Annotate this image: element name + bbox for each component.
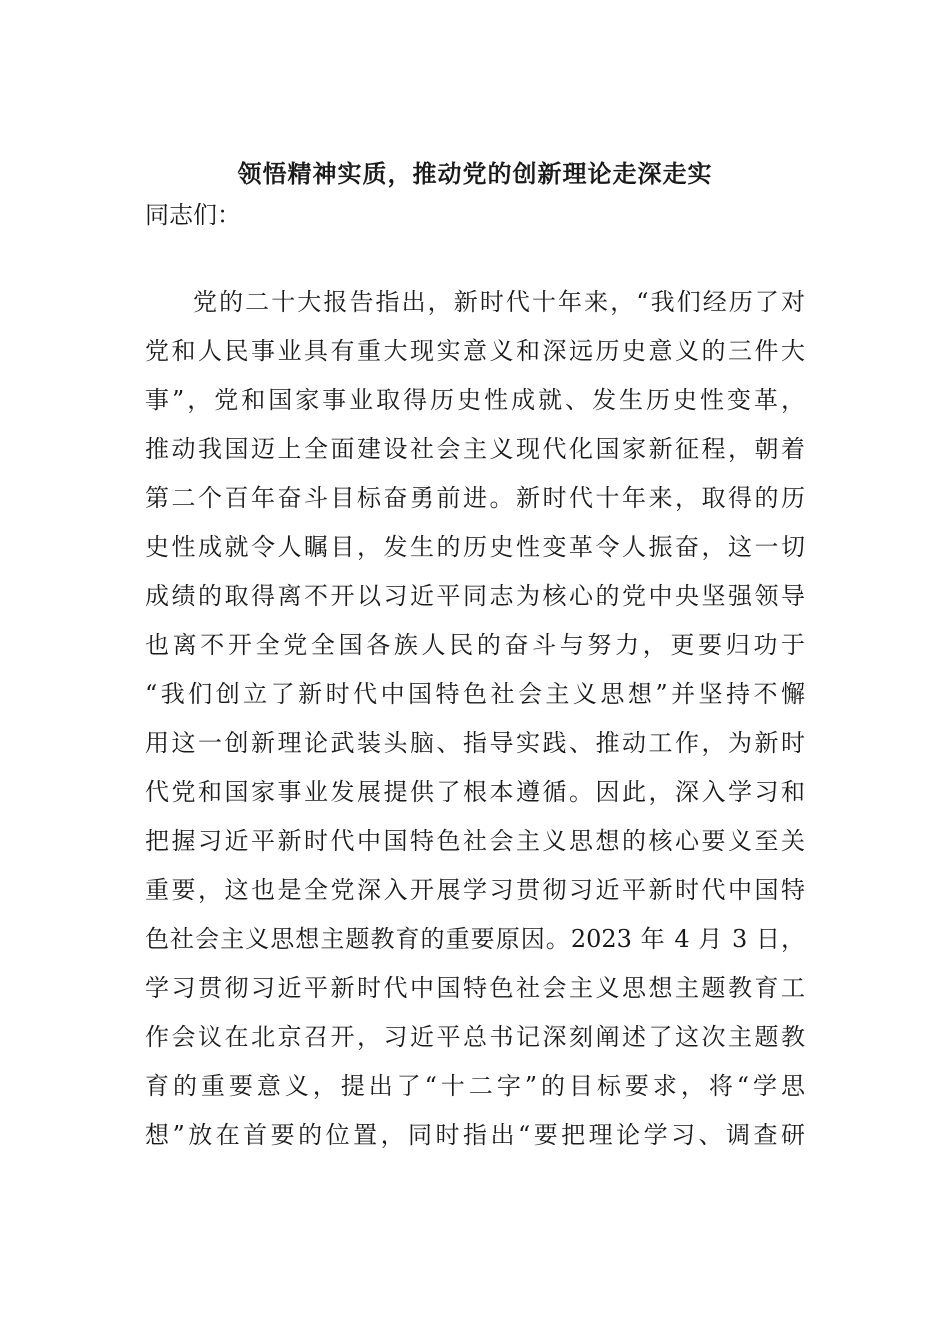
paragraph-line: 用这一创新理论武装头脑、指导实践、推动工作，为新时 (145, 729, 805, 757)
body-paragraph (145, 278, 805, 1160)
paragraph-line: 学习贯彻习近平新时代中国特色社会主义思想主题教育工 (145, 974, 805, 1002)
paragraph-line: 也离不开全党全国各族人民的奋斗与努力，更要归功于 (145, 631, 805, 659)
document-title: 领悟精神实质，推动党的创新理论走深走实 (237, 159, 713, 188)
paragraph-line: 色社会主义思想主题教育的重要原因。2023 年 4 月 3 日， (145, 925, 805, 953)
paragraph-line: 推动我国迈上全面建设社会主义现代化国家新征程，朝着 (145, 435, 805, 463)
paragraph-line: 党的二十大报告指出，新时代十年来，“我们经历了对 (193, 288, 805, 316)
paragraph-line: “我们创立了新时代中国特色社会主义思想”并坚持不懈 (145, 680, 805, 708)
paragraph-line: 代党和国家事业发展提供了根本遵循。因此，深入学习和 (145, 778, 805, 806)
paragraph-line: 重要，这也是全党深入开展学习贯彻习近平新时代中国特 (145, 876, 805, 904)
salutation: 同志们： (145, 201, 241, 229)
paragraph-line: 作会议在北京召开，习近平总书记深刻阐述了这次主题教 (145, 1023, 805, 1051)
paragraph-line: 把握习近平新时代中国特色社会主义思想的核心要义至关 (145, 827, 805, 855)
paragraph-line: 第二个百年奋斗目标奋勇前进。新时代十年来，取得的历 (145, 484, 805, 512)
paragraph-line: 事”，党和国家事业取得历史性成就、发生历史性变革， (145, 386, 805, 414)
paragraph-line: 史性成就令人瞩目，发生的历史性变革令人振奋，这一切 (145, 533, 805, 561)
paragraph-line: 成绩的取得离不开以习近平同志为核心的党中央坚强领导 (145, 582, 805, 610)
paragraph-line: 育的重要意义，提出了“十二字”的目标要求，将“学思 (145, 1072, 805, 1100)
paragraph-line: 党和人民事业具有重大现实意义和深远历史意义的三件大 (145, 337, 805, 365)
paragraph-line: 想”放在首要的位置，同时指出“要把理论学习、调查研 (145, 1121, 805, 1149)
